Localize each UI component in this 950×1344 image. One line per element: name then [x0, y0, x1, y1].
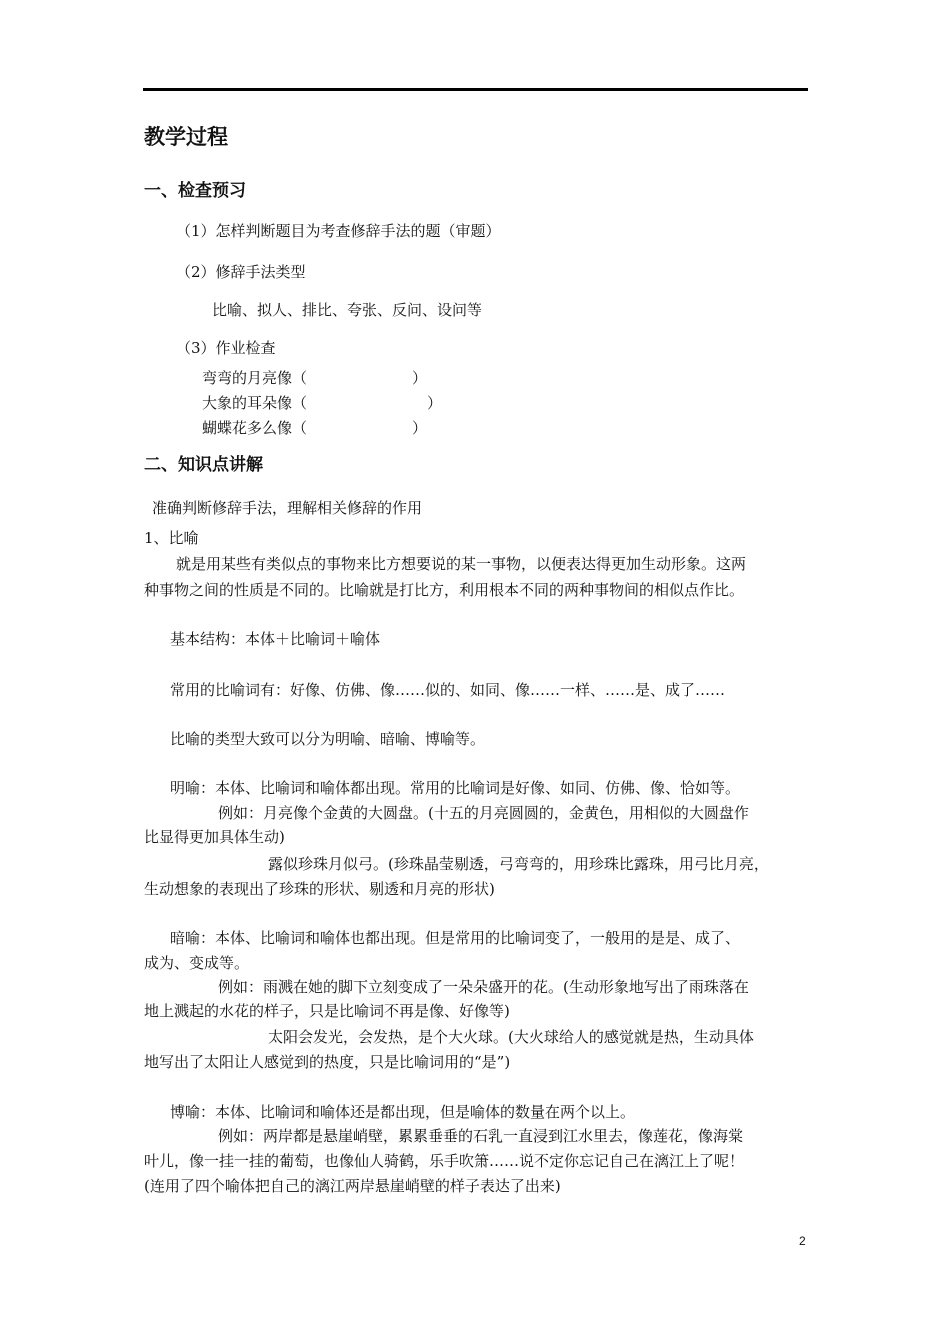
metaphor-example-1-line-2: 地上溅起的水花的样子，只是比喻词不再是像、好像等)	[144, 1002, 510, 1020]
multi-simile-definition: 博喻：本体、比喻词和喻体还是都出现，但是喻体的数量在两个以上。	[170, 1103, 636, 1121]
multi-simile-example-line-3: (连用了四个喻体把自己的漓江两岸悬崖峭壁的样子表达了出来)	[144, 1177, 561, 1195]
multi-simile-example-line-1: 例如：两岸都是悬崖峭壁，累累垂垂的石乳一直浸到江水里去，像莲花，像海棠	[218, 1127, 744, 1145]
simile-example-2-line-2: 生动想象的表现出了珍珠的形状、剔透和月亮的形状)	[144, 880, 495, 898]
metaphor-definition-line-2: 成为、变成等。	[144, 954, 250, 972]
metaphor-example-2-line-2: 地写出了太阳让人感觉到的热度，只是比喻词用的“是”)	[144, 1053, 511, 1071]
page-number: 2	[799, 1234, 806, 1248]
basic-structure: 基本结构：本体＋比喻词＋喻体	[170, 630, 381, 648]
subsection-simile-title: 1、比喻	[144, 529, 199, 547]
page-title: 教学过程	[144, 125, 228, 149]
section-heading-knowledge: 二、知识点讲解	[144, 455, 263, 475]
simile-example-1-line-2: 比显得更加具体生动)	[144, 828, 285, 846]
homework-line-3: 蝴蝶花多么像（ ）	[202, 419, 428, 437]
preview-item-1: （1）怎样判断题目为考查修辞手法的题（审题）	[176, 222, 501, 240]
metaphor-definition-line-1: 暗喻：本体、比喻词和喻体也都出现。但是常用的比喻词变了，一般用的是是、成了、	[170, 929, 741, 947]
preview-item-3: （3）作业检查	[176, 339, 276, 357]
preview-item-2: （2）修辞手法类型	[176, 263, 306, 281]
section-heading-preview: 一、检查预习	[144, 181, 246, 201]
definition-line-1: 就是用某些有类似点的事物来比方想要说的某一事物，以便表达得更加生动形象。这两	[176, 555, 747, 573]
metaphor-example-2-line-1: 太阳会发光，会发热，是个大火球。(大火球给人的感觉就是热，生动具体	[268, 1028, 754, 1046]
simile-definition: 明喻：本体、比喻词和喻体都出现。常用的比喻词是好像、如同、仿佛、像、恰如等。	[170, 779, 741, 797]
rhetoric-types: 比喻、拟人、排比、夸张、反问、设问等	[212, 301, 483, 319]
homework-line-1: 弯弯的月亮像（ ）	[202, 369, 428, 387]
homework-line-2: 大象的耳朵像（ ）	[202, 394, 443, 412]
metaphor-example-1-line-1: 例如：雨溅在她的脚下立刻变成了一朵朵盛开的花。(生动形象地写出了雨珠落在	[218, 978, 749, 996]
simile-example-2-line-1: 露似珍珠月似弓。(珍珠晶莹剔透，弓弯弯的，用珍珠比露珠，用弓比月亮，	[268, 855, 769, 873]
common-simile-words: 常用的比喻词有：好像、仿佛、像……似的、如同、像……一样、……是、成了……	[170, 681, 726, 699]
header-rule	[143, 88, 808, 91]
simile-kinds: 比喻的类型大致可以分为明喻、暗喻、博喻等。	[170, 730, 486, 748]
simile-example-1-line-1: 例如：月亮像个金黄的大圆盘。(十五的月亮圆圆的，金黄色，用相似的大圆盘作	[218, 804, 749, 822]
multi-simile-example-line-2: 叶儿，像一挂一挂的葡萄，也像仙人骑鹤，乐手吹箫……说不定你忘记自己在漓江上了呢！	[144, 1152, 745, 1170]
learning-goal: 准确判断修辞手法，理解相关修辞的作用	[152, 499, 423, 517]
definition-line-2: 种事物之间的性质是不同的。比喻就是打比方，利用根本不同的两种事物间的相似点作比。	[144, 581, 745, 599]
